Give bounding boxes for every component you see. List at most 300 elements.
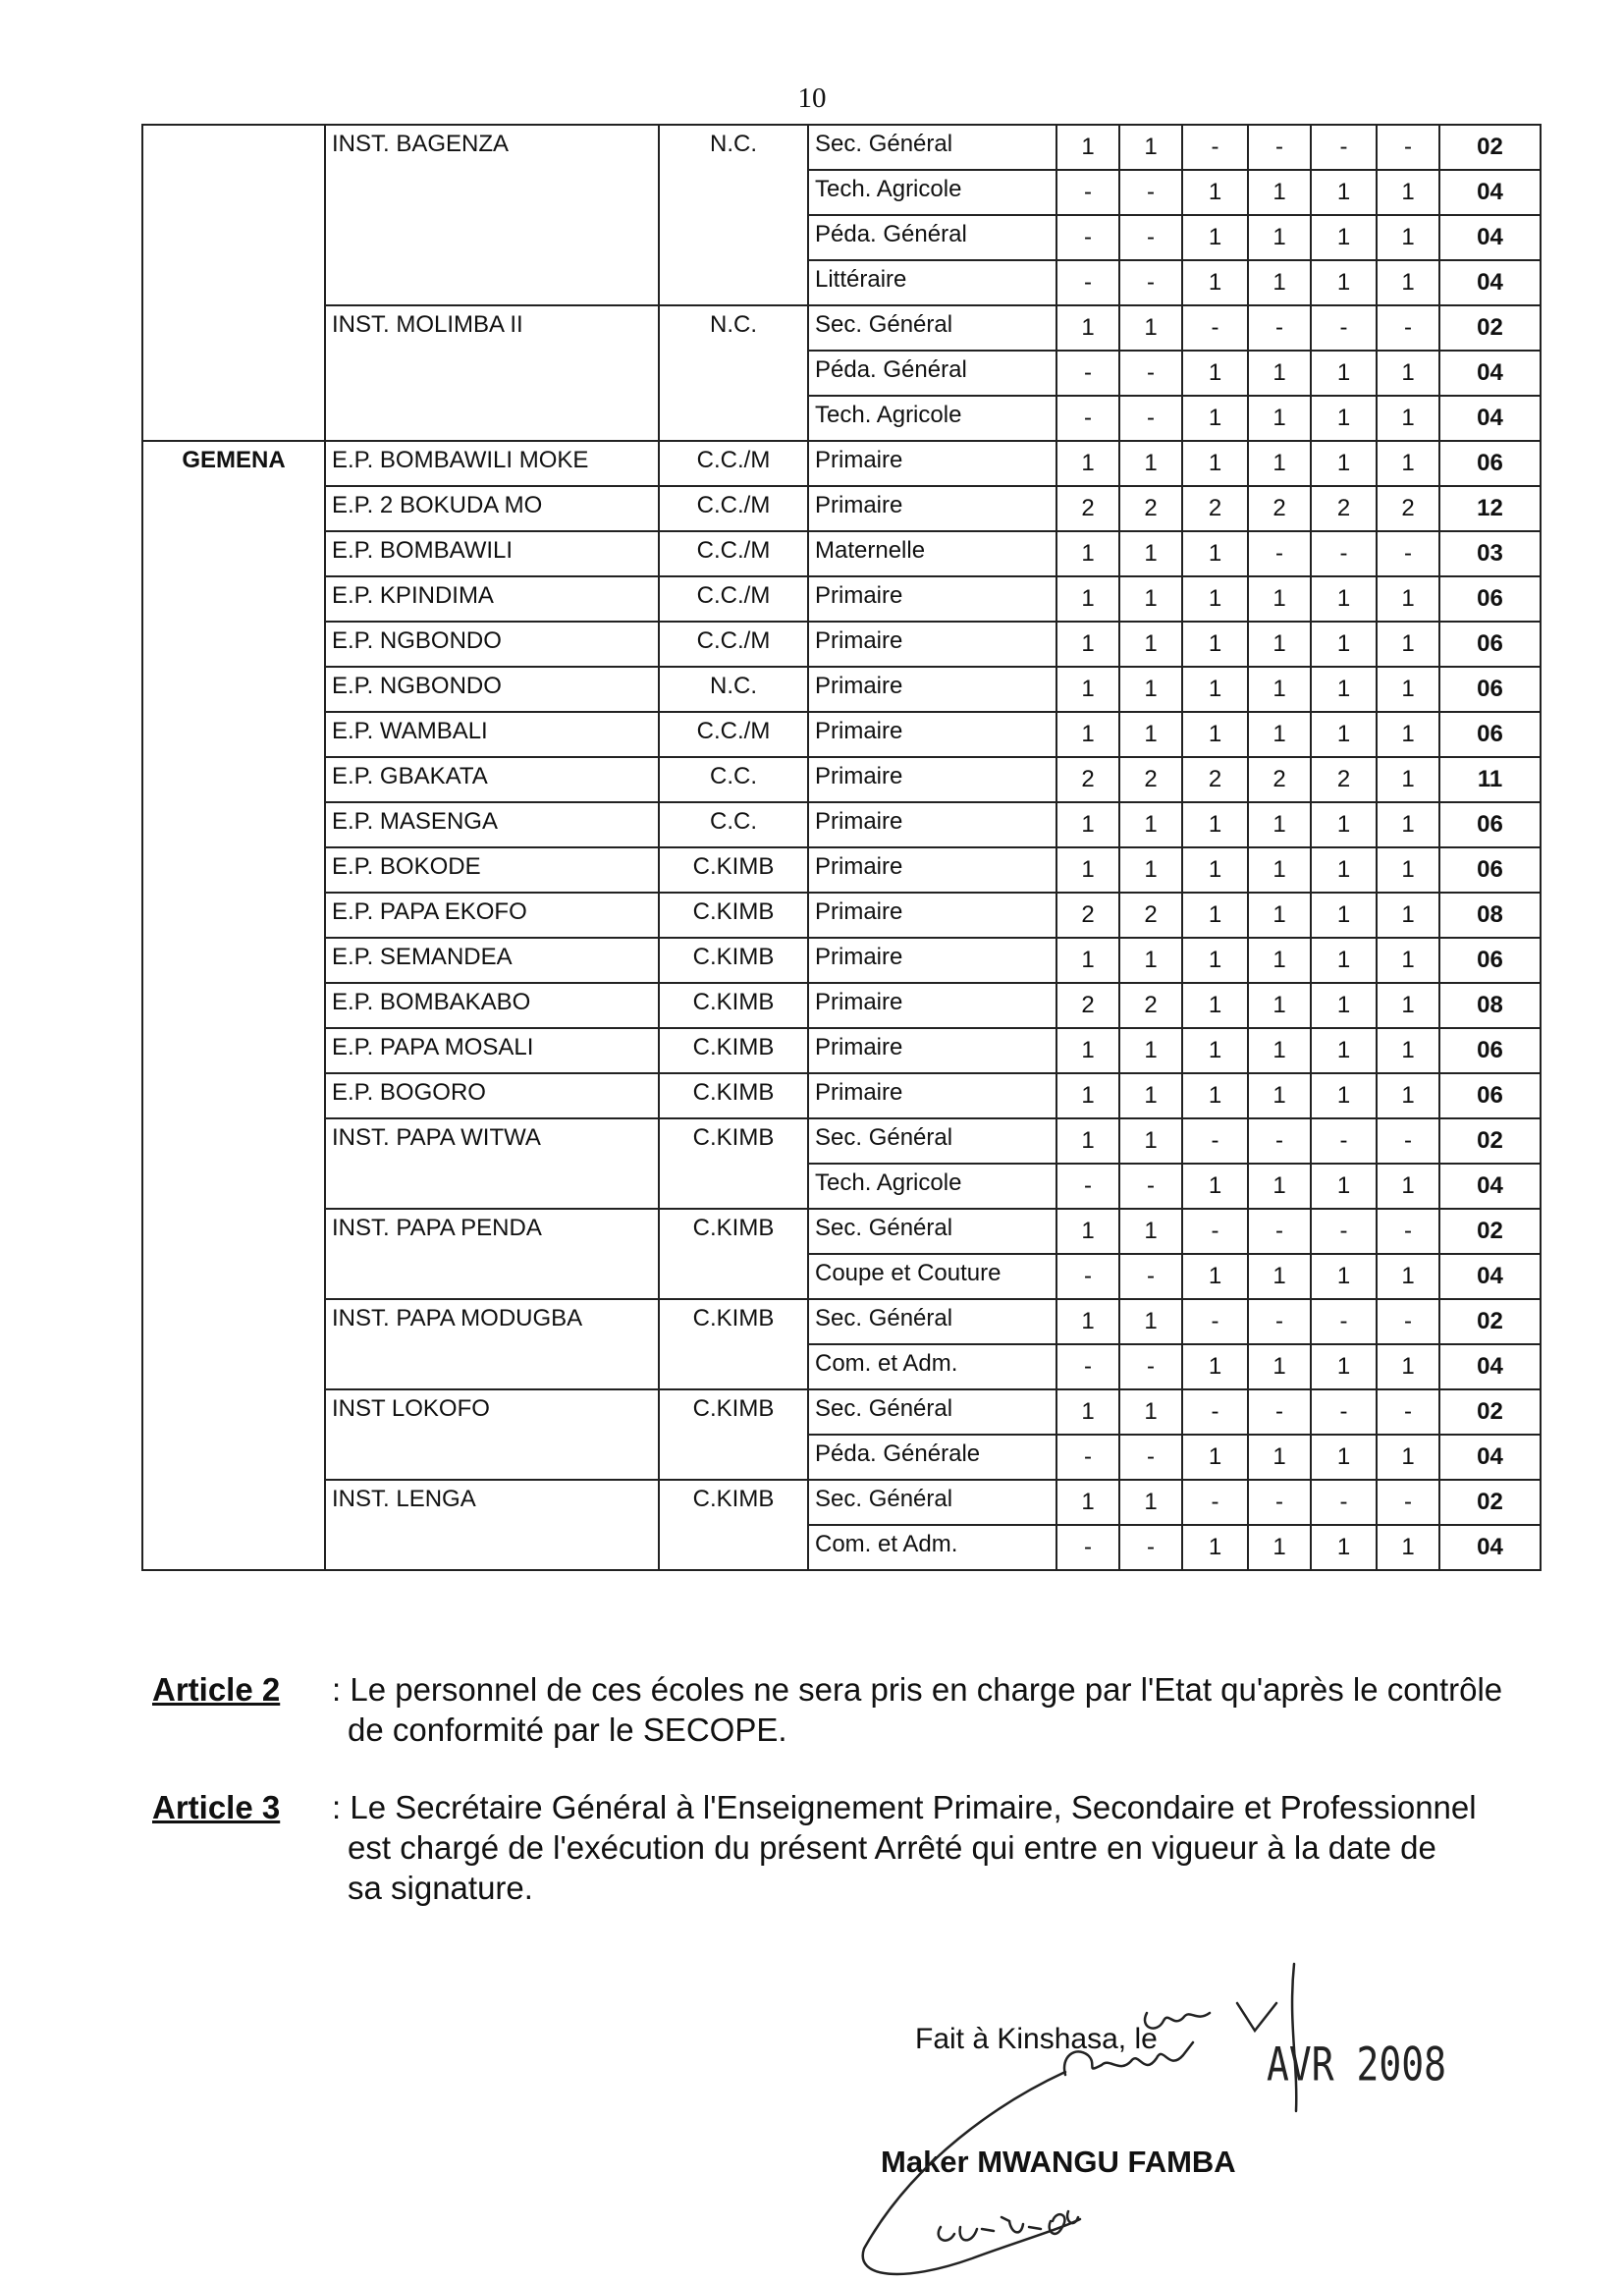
class-count-cell: 1 [1311,1028,1377,1073]
total-cell: 08 [1439,983,1541,1028]
school-name-cell: INST. BAGENZA [325,125,659,305]
section-cell: Primaire [808,938,1056,983]
class-count-cell: 1 [1311,1254,1377,1299]
class-count-cell: 1 [1182,531,1248,576]
class-count-cell: 1 [1056,938,1119,983]
class-count-cell: - [1119,1164,1182,1209]
school-name-cell: E.P. BOMBAWILI MOKE [325,441,659,486]
class-count-cell: 1 [1119,1389,1182,1435]
total-cell: 02 [1439,125,1541,170]
class-count-cell: - [1311,531,1377,576]
class-count-cell: 1 [1377,1254,1439,1299]
section-cell: Péda. Général [808,351,1056,396]
class-count-cell: 1 [1182,215,1248,260]
school-name-cell: E.P. BOGORO [325,1073,659,1118]
class-count-cell: 1 [1182,576,1248,622]
class-count-cell: 2 [1119,893,1182,938]
section-cell: Primaire [808,441,1056,486]
total-cell: 04 [1439,215,1541,260]
class-count-cell: 1 [1182,847,1248,893]
class-count-cell: 1 [1311,396,1377,441]
class-count-cell: - [1248,1209,1311,1254]
class-count-cell: 1 [1182,1344,1248,1389]
class-count-cell: - [1119,396,1182,441]
school-name-cell: E.P. MASENGA [325,802,659,847]
article-3-label: Article 3 [152,1789,281,1825]
class-count-cell: 1 [1377,893,1439,938]
class-count-cell: 1 [1056,1028,1119,1073]
section-cell: Péda. Générale [808,1435,1056,1480]
class-count-cell: - [1056,1254,1119,1299]
section-cell: Sec. Général [808,1480,1056,1525]
class-count-cell: - [1311,305,1377,351]
class-count-cell: 1 [1311,1164,1377,1209]
total-cell: 02 [1439,305,1541,351]
regime-cell: C.KIMB [659,938,808,983]
regime-cell: C.C./M [659,712,808,757]
class-count-cell: 1 [1377,1344,1439,1389]
article-2-label: Article 2 [152,1671,281,1708]
class-count-cell: 1 [1182,983,1248,1028]
school-name-cell: INST. PAPA WITWA [325,1118,659,1209]
class-count-cell: 1 [1056,847,1119,893]
class-count-cell: - [1248,305,1311,351]
total-cell: 04 [1439,351,1541,396]
total-cell: 06 [1439,938,1541,983]
class-count-cell: 1 [1248,622,1311,667]
school-name-cell: E.P. NGBONDO [325,622,659,667]
class-count-cell: - [1119,215,1182,260]
section-cell: Tech. Agricole [808,1164,1056,1209]
class-count-cell: 2 [1377,486,1439,531]
total-cell: 02 [1439,1299,1541,1344]
class-count-cell: 1 [1056,1299,1119,1344]
section-cell: Sec. Général [808,305,1056,351]
section-cell: Tech. Agricole [808,170,1056,215]
article-3-line-2: est chargé de l'exécution du présent Arrêté qui entre en vigueur à la date de [348,1829,1436,1866]
class-count-cell: 1 [1119,576,1182,622]
class-count-cell: - [1056,351,1119,396]
class-count-cell: 1 [1119,712,1182,757]
class-count-cell: 1 [1311,847,1377,893]
class-count-cell: - [1056,170,1119,215]
class-count-cell: 1 [1056,305,1119,351]
class-count-cell: - [1182,1480,1248,1525]
class-count-cell: 1 [1248,1525,1311,1570]
class-count-cell: 1 [1311,576,1377,622]
class-count-cell: 1 [1248,712,1311,757]
class-count-cell: 1 [1119,1299,1182,1344]
class-count-cell: 1 [1377,396,1439,441]
total-cell: 06 [1439,802,1541,847]
school-name-cell: E.P. GBAKATA [325,757,659,802]
class-count-cell: - [1377,125,1439,170]
total-cell: 02 [1439,1480,1541,1525]
school-name-cell: E.P. BOKODE [325,847,659,893]
class-count-cell: - [1119,170,1182,215]
class-count-cell: 1 [1119,1209,1182,1254]
class-count-cell: - [1311,1389,1377,1435]
class-count-cell: 1 [1248,441,1311,486]
class-count-cell: - [1182,1389,1248,1435]
class-count-cell: - [1119,351,1182,396]
class-count-cell: 1 [1056,441,1119,486]
school-name-cell: INST. MOLIMBA II [325,305,659,441]
class-count-cell: 1 [1182,1073,1248,1118]
class-count-cell: 1 [1056,712,1119,757]
class-count-cell: 1 [1248,1164,1311,1209]
class-count-cell: 1 [1119,667,1182,712]
section-cell: Primaire [808,847,1056,893]
regime-cell: C.KIMB [659,1073,808,1118]
class-count-cell: 1 [1311,983,1377,1028]
class-count-cell: 1 [1119,1073,1182,1118]
section-cell: Primaire [808,983,1056,1028]
class-count-cell: 2 [1311,757,1377,802]
class-count-cell: 1 [1377,576,1439,622]
total-cell: 06 [1439,847,1541,893]
regime-cell: C.C./M [659,531,808,576]
section-cell: Primaire [808,757,1056,802]
class-count-cell: 1 [1311,667,1377,712]
school-name-cell: E.P. SEMANDEA [325,938,659,983]
class-count-cell: 1 [1056,1209,1119,1254]
regime-cell: C.C./M [659,576,808,622]
class-count-cell: - [1119,1435,1182,1480]
regime-cell: C.C. [659,757,808,802]
total-cell: 04 [1439,1164,1541,1209]
section-cell: Primaire [808,712,1056,757]
regime-cell: C.KIMB [659,1389,808,1480]
section-cell: Péda. Général [808,215,1056,260]
class-count-cell: 1 [1377,1164,1439,1209]
section-cell: Sec. Général [808,1389,1056,1435]
class-count-cell: 1 [1248,893,1311,938]
class-count-cell: - [1056,215,1119,260]
page-number: 10 [797,82,827,114]
class-count-cell: 1 [1182,1435,1248,1480]
class-count-cell: - [1182,125,1248,170]
section-cell: Sec. Général [808,125,1056,170]
class-count-cell: 1 [1311,1344,1377,1389]
locality-cell: GEMENA [142,441,325,1570]
class-count-cell: 1 [1377,757,1439,802]
class-count-cell: 1 [1311,215,1377,260]
class-count-cell: - [1182,1209,1248,1254]
class-count-cell: 1 [1056,1118,1119,1164]
regime-cell: C.KIMB [659,1299,808,1389]
class-count-cell: 1 [1377,1435,1439,1480]
class-count-cell: - [1119,1525,1182,1570]
school-name-cell: E.P. 2 BOKUDA MO [325,486,659,531]
class-count-cell: 1 [1311,351,1377,396]
regime-cell: C.KIMB [659,983,808,1028]
total-cell: 06 [1439,712,1541,757]
class-count-cell: - [1182,305,1248,351]
school-name-cell: E.P. BOMBAWILI [325,531,659,576]
class-count-cell: 1 [1377,1028,1439,1073]
class-count-cell: 2 [1248,757,1311,802]
class-count-cell: - [1182,1118,1248,1164]
class-count-cell: 1 [1119,441,1182,486]
class-count-cell: - [1248,125,1311,170]
regime-cell: C.KIMB [659,1118,808,1209]
class-count-cell: 1 [1182,712,1248,757]
class-count-cell: 1 [1377,622,1439,667]
article-3-line-3: sa signature. [348,1870,533,1906]
school-name-cell: INST. PAPA PENDA [325,1209,659,1299]
class-count-cell: 1 [1182,1525,1248,1570]
class-count-cell: - [1311,1118,1377,1164]
total-cell: 06 [1439,441,1541,486]
class-count-cell: - [1311,1299,1377,1344]
class-count-cell: 1 [1182,260,1248,305]
class-count-cell: 1 [1056,667,1119,712]
regime-cell: N.C. [659,125,808,305]
class-count-cell: 1 [1248,215,1311,260]
total-cell: 03 [1439,531,1541,576]
class-count-cell: 1 [1377,802,1439,847]
total-cell: 06 [1439,1028,1541,1073]
class-count-cell: 1 [1056,531,1119,576]
article-2-line-1: : Le personnel de ces écoles ne sera pris en charge par l'Etat qu'après le contrôle [332,1671,1503,1708]
signature-place: Fait à Kinshasa, le [915,2023,1158,2055]
school-name-cell: E.P. PAPA MOSALI [325,1028,659,1073]
class-count-cell: 1 [1311,260,1377,305]
total-cell: 02 [1439,1209,1541,1254]
total-cell: 04 [1439,1525,1541,1570]
total-cell: 04 [1439,1344,1541,1389]
class-count-cell: - [1377,305,1439,351]
class-count-cell: 1 [1311,441,1377,486]
section-cell: Primaire [808,667,1056,712]
class-count-cell: 1 [1182,938,1248,983]
regime-cell: C.C./M [659,441,808,486]
school-name-cell: E.P. NGBONDO [325,667,659,712]
class-count-cell: 1 [1248,170,1311,215]
class-count-cell: 1 [1182,396,1248,441]
regime-cell: C.C. [659,802,808,847]
signature-date-stamp: AVR 2008 [1267,2037,1447,2092]
school-name-cell: E.P. KPINDIMA [325,576,659,622]
class-count-cell: - [1248,1299,1311,1344]
class-count-cell: 2 [1056,757,1119,802]
signatory-name: Maker MWANGU FAMBA [881,2145,1236,2179]
class-count-cell: 1 [1182,802,1248,847]
class-count-cell: - [1248,1389,1311,1435]
class-count-cell: 1 [1119,1028,1182,1073]
class-count-cell: 1 [1248,1254,1311,1299]
total-cell: 08 [1439,893,1541,938]
class-count-cell: 1 [1248,847,1311,893]
class-count-cell: - [1119,1344,1182,1389]
section-cell: Com. et Adm. [808,1344,1056,1389]
class-count-cell: 1 [1119,938,1182,983]
section-cell: Littéraire [808,260,1056,305]
total-cell: 12 [1439,486,1541,531]
class-count-cell: 1 [1311,1435,1377,1480]
class-count-cell: 1 [1311,802,1377,847]
regime-cell: C.KIMB [659,1480,808,1570]
class-count-cell: 2 [1119,983,1182,1028]
class-count-cell: 1 [1311,170,1377,215]
class-count-cell: 1 [1056,802,1119,847]
total-cell: 06 [1439,667,1541,712]
article-2-line-2: de conformité par le SECOPE. [348,1712,787,1748]
class-count-cell: 1 [1119,622,1182,667]
school-name-cell: INST LOKOFO [325,1389,659,1480]
class-count-cell: 2 [1119,486,1182,531]
total-cell: 04 [1439,1435,1541,1480]
section-cell: Primaire [808,893,1056,938]
article-3-line-1: : Le Secrétaire Général à l'Enseignement Primaire, Secondaire et Professionnel [332,1789,1477,1825]
class-count-cell: 2 [1182,757,1248,802]
section-cell: Primaire [808,1073,1056,1118]
class-count-cell: 1 [1311,893,1377,938]
regime-cell: C.KIMB [659,1209,808,1299]
total-cell: 02 [1439,1118,1541,1164]
school-name-cell: INST. LENGA [325,1480,659,1570]
school-name-cell: E.P. BOMBAKABO [325,983,659,1028]
section-cell: Primaire [808,622,1056,667]
section-cell: Sec. Général [808,1209,1056,1254]
class-count-cell: 1 [1248,983,1311,1028]
total-cell: 11 [1439,757,1541,802]
class-count-cell: 1 [1377,1525,1439,1570]
class-count-cell: 1 [1056,1389,1119,1435]
class-count-cell: 2 [1056,893,1119,938]
class-count-cell: - [1056,1525,1119,1570]
class-count-cell: 1 [1377,667,1439,712]
class-count-cell: 1 [1248,802,1311,847]
class-count-cell: - [1377,1209,1439,1254]
class-count-cell: - [1377,1118,1439,1164]
class-count-cell: 1 [1056,622,1119,667]
class-count-cell: 1 [1377,351,1439,396]
class-count-cell: 1 [1248,396,1311,441]
signature-strokes [863,1964,1297,2274]
class-count-cell: - [1248,1480,1311,1525]
class-count-cell: 1 [1311,1073,1377,1118]
class-count-cell: 1 [1119,531,1182,576]
total-cell: 06 [1439,576,1541,622]
class-count-cell: 1 [1248,1435,1311,1480]
class-count-cell: - [1056,1344,1119,1389]
section-cell: Sec. Général [808,1299,1056,1344]
class-count-cell: 1 [1377,215,1439,260]
class-count-cell: 1 [1182,170,1248,215]
regime-cell: C.KIMB [659,847,808,893]
class-count-cell: 1 [1119,305,1182,351]
class-count-cell: - [1377,1480,1439,1525]
class-count-cell: 1 [1311,622,1377,667]
class-count-cell: 1 [1377,847,1439,893]
class-count-cell: 1 [1248,576,1311,622]
regime-cell: C.C./M [659,622,808,667]
class-count-cell: 1 [1119,847,1182,893]
section-cell: Primaire [808,1028,1056,1073]
class-count-cell: 2 [1056,486,1119,531]
section-cell: Coupe et Couture [808,1254,1056,1299]
class-count-cell: 1 [1377,1073,1439,1118]
class-count-cell: 1 [1311,712,1377,757]
school-name-cell: INST. PAPA MODUGBA [325,1299,659,1389]
class-count-cell: 1 [1248,1073,1311,1118]
class-count-cell: 2 [1119,757,1182,802]
class-count-cell: 1 [1248,938,1311,983]
class-count-cell: 1 [1056,1480,1119,1525]
class-count-cell: - [1248,1118,1311,1164]
class-count-cell: 1 [1056,576,1119,622]
class-count-cell: 1 [1248,260,1311,305]
class-count-cell: - [1377,1389,1439,1435]
class-count-cell: 1 [1182,1164,1248,1209]
class-count-cell: 1 [1056,1073,1119,1118]
class-count-cell: 1 [1119,1480,1182,1525]
class-count-cell: - [1119,1254,1182,1299]
class-count-cell: 1 [1119,125,1182,170]
section-cell: Com. et Adm. [808,1525,1056,1570]
class-count-cell: 2 [1248,486,1311,531]
class-count-cell: - [1311,125,1377,170]
class-count-cell: - [1377,1299,1439,1344]
class-count-cell: 1 [1248,1344,1311,1389]
class-count-cell: - [1311,1209,1377,1254]
school-name-cell: E.P. WAMBALI [325,712,659,757]
class-count-cell: 1 [1182,622,1248,667]
class-count-cell: - [1056,1164,1119,1209]
class-count-cell: 1 [1182,441,1248,486]
section-cell: Primaire [808,486,1056,531]
class-count-cell: - [1311,1480,1377,1525]
class-count-cell: - [1056,396,1119,441]
class-count-cell: 1 [1119,802,1182,847]
class-count-cell: 1 [1377,712,1439,757]
class-count-cell: 1 [1377,983,1439,1028]
regime-cell: N.C. [659,305,808,441]
total-cell: 04 [1439,1254,1541,1299]
class-count-cell: 1 [1377,170,1439,215]
class-count-cell: - [1056,260,1119,305]
class-count-cell: 1 [1377,441,1439,486]
total-cell: 04 [1439,396,1541,441]
section-cell: Primaire [808,576,1056,622]
total-cell: 02 [1439,1389,1541,1435]
class-count-cell: 1 [1377,260,1439,305]
total-cell: 06 [1439,622,1541,667]
class-count-cell: - [1119,260,1182,305]
class-count-cell: 1 [1248,1028,1311,1073]
class-count-cell: 1 [1182,351,1248,396]
class-count-cell: 1 [1311,938,1377,983]
section-cell: Primaire [808,802,1056,847]
class-count-cell: 1 [1311,1525,1377,1570]
section-cell: Tech. Agricole [808,396,1056,441]
section-cell: Sec. Général [808,1118,1056,1164]
regime-cell: C.KIMB [659,1028,808,1073]
class-count-cell: - [1056,1435,1119,1480]
section-cell: Maternelle [808,531,1056,576]
class-count-cell: 1 [1182,667,1248,712]
school-name-cell: E.P. PAPA EKOFO [325,893,659,938]
total-cell: 06 [1439,1073,1541,1118]
class-count-cell: 1 [1248,667,1311,712]
total-cell: 04 [1439,260,1541,305]
class-count-cell: 2 [1311,486,1377,531]
class-count-cell: 2 [1056,983,1119,1028]
class-count-cell: 1 [1182,893,1248,938]
regime-cell: C.KIMB [659,893,808,938]
